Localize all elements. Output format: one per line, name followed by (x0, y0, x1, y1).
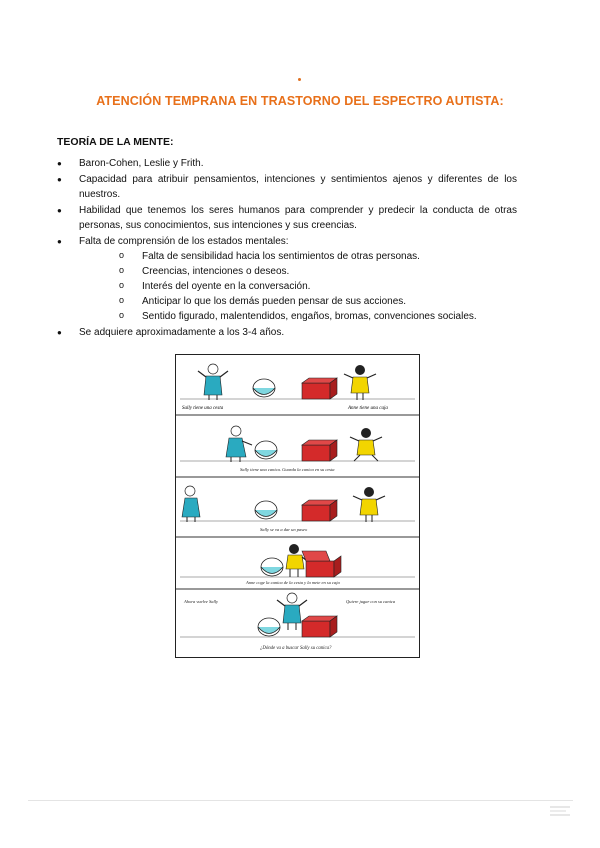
basket-icon (255, 501, 277, 519)
footer-divider (28, 800, 573, 801)
sally-figure (198, 364, 228, 400)
list-item: ● Se adquiere aproximadamente a los 3-4 años. (57, 325, 517, 340)
sally-figure (226, 426, 252, 462)
sub-list-item: o Sentido figurado, malentendidos, engaños, bromas, convenciones sociales. (79, 309, 517, 324)
anne-figure (350, 428, 382, 461)
sally-anne-illustration (176, 355, 419, 657)
basket-icon (255, 441, 277, 459)
caption: Sally se va a dar un paseo (260, 527, 308, 532)
anne-figure (353, 487, 385, 522)
decorative-dot (298, 78, 301, 81)
list-item: ● Habilidad que tenemos los seres humanos para comprender y predecir la conducta de otras personas, sus conocimientos, sus intenciones y sus creencias. (57, 203, 517, 233)
sub-list-item: o Anticipar lo que los demás pueden pensar de sus acciones. (79, 294, 517, 309)
caption: Quiere jugar con su canica (346, 599, 396, 604)
caption: Anne tiene una caja (348, 406, 388, 411)
anne-figure (344, 365, 376, 400)
red-box-icon (302, 551, 341, 577)
red-box-icon (302, 378, 337, 399)
red-box-icon (302, 440, 337, 461)
list-item: ● Capacidad para atribuir pensamientos, intenciones y sentimientos ajenos y diferentes de los nuestros. (57, 172, 517, 202)
caption: ¿Dónde va a buscar Sally su canica? (260, 646, 332, 651)
basket-icon (253, 379, 275, 397)
sub-list-item: o Falta de sensibilidad hacia los sentimientos de otras personas. (79, 249, 517, 264)
sub-bullet-list (79, 249, 517, 324)
section-heading: TEORÍA DE LA MENTE: (57, 136, 174, 148)
sub-list-item: o Interés del oyente en la conversación. (79, 279, 517, 294)
sally-anne-figure (175, 354, 420, 658)
page-title: ATENCIÓN TEMPRANA EN TRASTORNO DEL ESPECTRO AUTISTA: (96, 94, 504, 108)
caption: Ahora vuelve Sally (184, 599, 218, 604)
list-item-text: Falta de comprensión de los estados mentales: (79, 236, 289, 247)
caption: Sally tiene una canica. Guarda la canica en su cesta (240, 467, 335, 472)
red-box-icon (302, 500, 337, 521)
sub-list-item: o Creencias, intenciones o deseos. (79, 264, 517, 279)
basket-icon (258, 618, 280, 636)
list-item: ● Baron-Cohen, Leslie y Frith. (57, 156, 517, 171)
bullet-list (57, 156, 517, 341)
footer-logo-mark (548, 804, 572, 818)
list-item-with-sublist (57, 234, 517, 324)
caption: Sally tiene una cesta (182, 406, 224, 411)
caption: Anne coge la canica de la cesta y la mete en su caja (246, 580, 340, 585)
red-box-icon (302, 616, 337, 637)
basket-icon (261, 558, 283, 576)
sally-figure-leaving (182, 486, 200, 522)
